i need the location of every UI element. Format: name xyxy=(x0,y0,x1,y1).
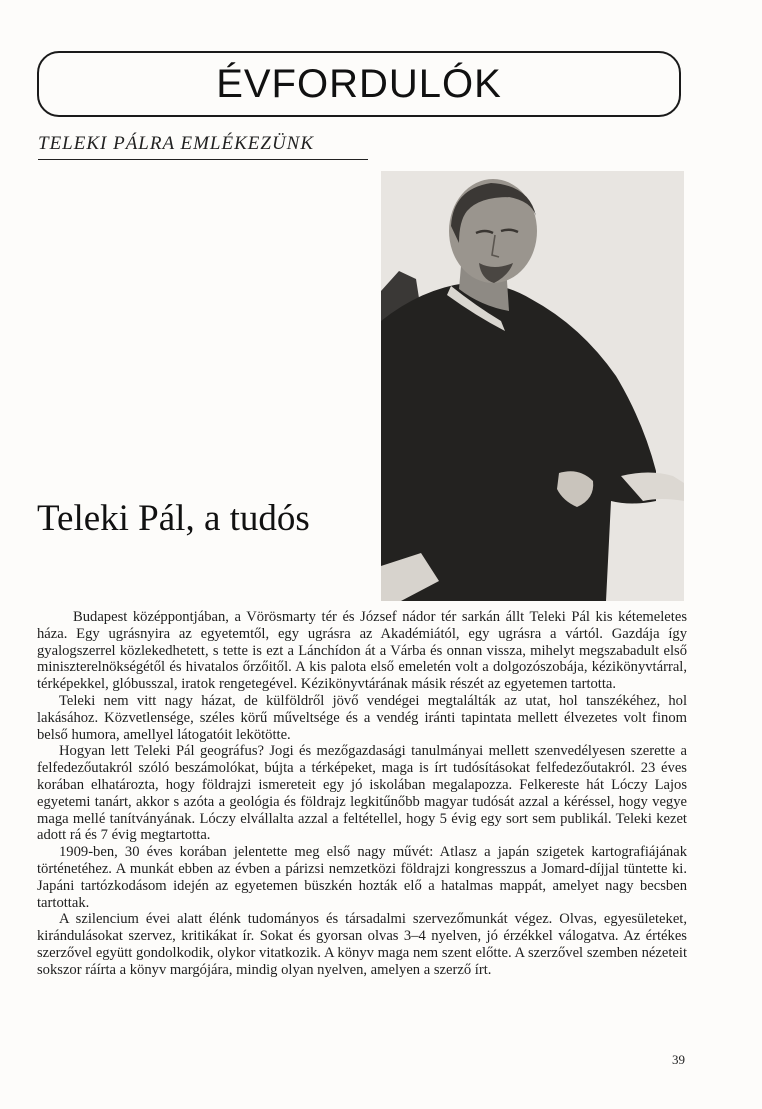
paragraph: 1909-ben, 30 éves korában jelentette meg első nagy művét: Atlasz a japán szigetek kartografiájának történetéhez. A munkát ebben az évben a párizsi nemzetközi földrajzi kongresszus a Jomard-díjjal tüntette ki. Japáni tartózkodásom idején az egyetemen büszkén hozták elő a hatalmas mappát, amelyet nagy becsben tartottak. xyxy=(37,844,687,911)
paragraph: Budapest középpontjában, a Vörösmarty tér és József nádor tér sarkán állt Teleki Pál kis kétemeletes háza. Egy ugrásnyira az egyetemtől, egy ugrásra az Akadémiától, egy ugrásra a vártól. Gazdája így gyalogszerrel közlekedhetett, s tette is ezt a Lánchídon át a Várba és onnan vissza, mihelyt megszabadult első miniszterelnökségétől és hivatalos őrzőitől. A kis palota első emeletén volt a dolgozószobája, kézikönyvtárral, térképekkel, glóbusszal, iratok rengetegével. Kézikönyvtárának másik részét az egyetemen tartotta. xyxy=(37,609,687,693)
paragraph: A szilencium évei alatt élénk tudományos és társadalmi szervezőmunkát végez. Olvas, egyesületeket, kirándulásokat szervez, kritikákat ír. Sokat és gyorsan olvas 3–4 nyelven, jó érzékkel válogatva. Az értékes szerzővel együtt gondolkodik, olykor vitatkozik. A könyv maga nem szent előtte. A szerzővel szemben nézeteit sokszor ráírta a könyv margójára, mindig olyan nyelven, amelyen a szerző írt. xyxy=(37,911,687,978)
article-title: Teleki Pál, a tudós xyxy=(37,498,310,539)
paragraph: Hogyan lett Teleki Pál geográfus? Jogi és mezőgazdasági tanulmányai mellett szenvedélyesen szerette a felfedezőutakról szóló beszámolókat, bújta a térképeket, maga is írt tudósításokat felfedezőutakról. 23 éves korában elhatározta, hogy földrajzi ismereteit egy jó iskolában megalapozza. Felkereste hát Lóczy Lajos egyetemi tanárt, akkor s azóta a geológia és földrajz legkitűnőbb magyar tudósát azzal a kéréssel, hogy vegye maga mellé tanítványának. Lóczy elvállalta azzal a feltétellel, hogy 5 évig egy sort sem publikál. Teleki kezet adott rá és 7 évig megtartotta. xyxy=(37,743,687,844)
article-body xyxy=(37,609,687,979)
section-header-box xyxy=(37,51,681,117)
portrait-photo xyxy=(381,171,684,601)
portrait-illustration xyxy=(381,171,684,601)
subtitle: TELEKI PÁLRA EMLÉKEZÜNK xyxy=(38,133,368,160)
page-number: 39 xyxy=(672,1052,685,1067)
section-title: ÉVFORDULÓK xyxy=(216,61,502,106)
paragraph: Teleki nem vitt nagy házat, de külföldről jövő vendégei megtalálták az utat, hol tanszékéhez, hol lakásához. Közvetlensége, széles körű műveltsége és a vendég iránti tapintata mellett élvezetes volt finom belső humora, amellyel látogatóit lekötötte. xyxy=(37,692,687,743)
